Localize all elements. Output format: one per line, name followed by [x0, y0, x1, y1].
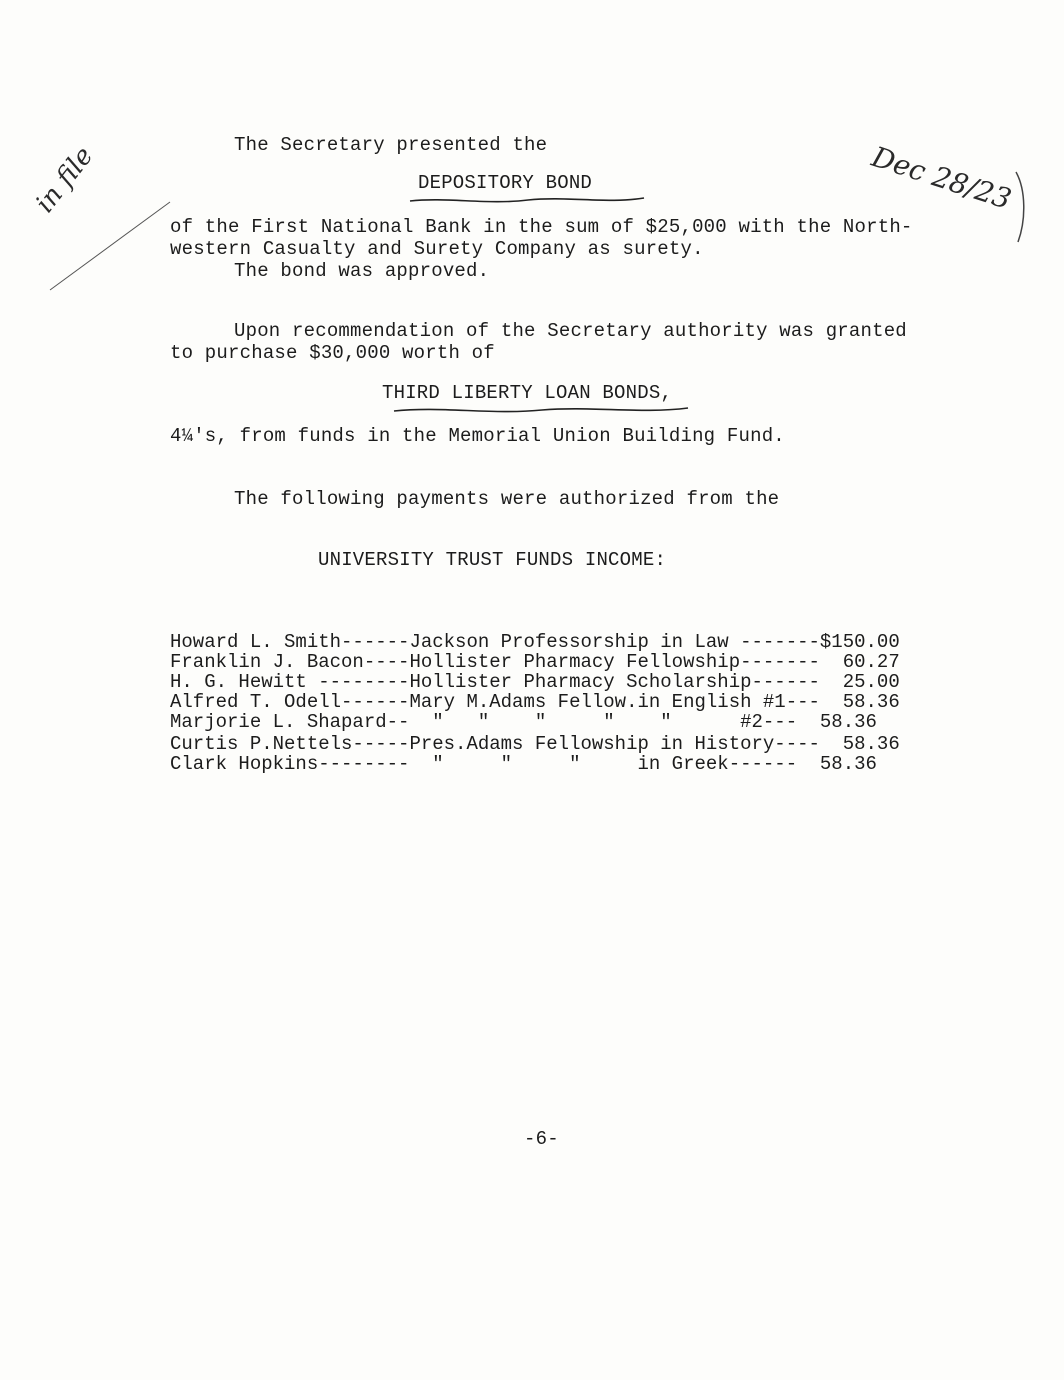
payment-row [170, 734, 970, 775]
trust-funds-heading: UNIVERSITY TRUST FUNDS INCOME: [318, 549, 667, 571]
payment-entry: Marjorie L. Shapard-- " " " " " #2--- 58.36 [170, 711, 877, 733]
payment-entry: Curtis P.Nettels-----Pres.Adams Fellowship in History---- 58.36 [170, 733, 900, 755]
bond-line-1: of the First National Bank in the sum of $25,000 with the North- [170, 216, 913, 238]
liberty-bonds-underline [392, 403, 692, 417]
depository-bond-heading: DEPOSITORY BOND [418, 172, 593, 194]
margin-note: in file [30, 141, 100, 219]
payment-entry: Clark Hopkins-------- " " " in Greek------ 58.36 [170, 753, 877, 775]
payment-row [170, 612, 970, 653]
payment-row [170, 692, 970, 733]
margin-note-stroke [40, 190, 180, 330]
payment-row [170, 672, 970, 713]
payment-row [170, 652, 970, 693]
payment-entry: Alfred T. Odell------Mary M.Adams Fellow.in English #1--- 58.36 [170, 691, 900, 713]
liberty-bonds-heading: THIRD LIBERTY LOAN BONDS, [382, 382, 673, 404]
payment-row [170, 711, 970, 755]
date-note: Dec 28/23 [867, 140, 1016, 216]
secretary-intro: The Secretary presented the [234, 134, 548, 156]
page-number: -6- [524, 1128, 559, 1150]
payments-intro: The following payments were authorized from the [234, 488, 780, 510]
recommendation-line-2: to purchase $30,000 worth of [170, 342, 495, 364]
payment-entry: Howard L. Smith------Jackson Professorship in Law -------$150.00 [170, 631, 900, 653]
date-note-bracket [1012, 170, 1032, 250]
depository-bond-underline [408, 193, 648, 207]
payment-row [170, 632, 970, 673]
recommendation-line-1: Upon recommendation of the Secretary authority was granted [234, 320, 907, 342]
bond-line-2: western Casualty and Surety Company as surety. [170, 238, 704, 260]
payment-entry: Franklin J. Bacon----Hollister Pharmacy Fellowship------- 60.27 [170, 651, 900, 673]
payment-entry: H. G. Hewitt --------Hollister Pharmacy Scholarship------ 25.00 [170, 671, 900, 693]
bond-approved: The bond was approved. [234, 260, 490, 282]
liberty-bonds-detail: 4¼'s, from funds in the Memorial Union Building Fund. [170, 425, 785, 447]
